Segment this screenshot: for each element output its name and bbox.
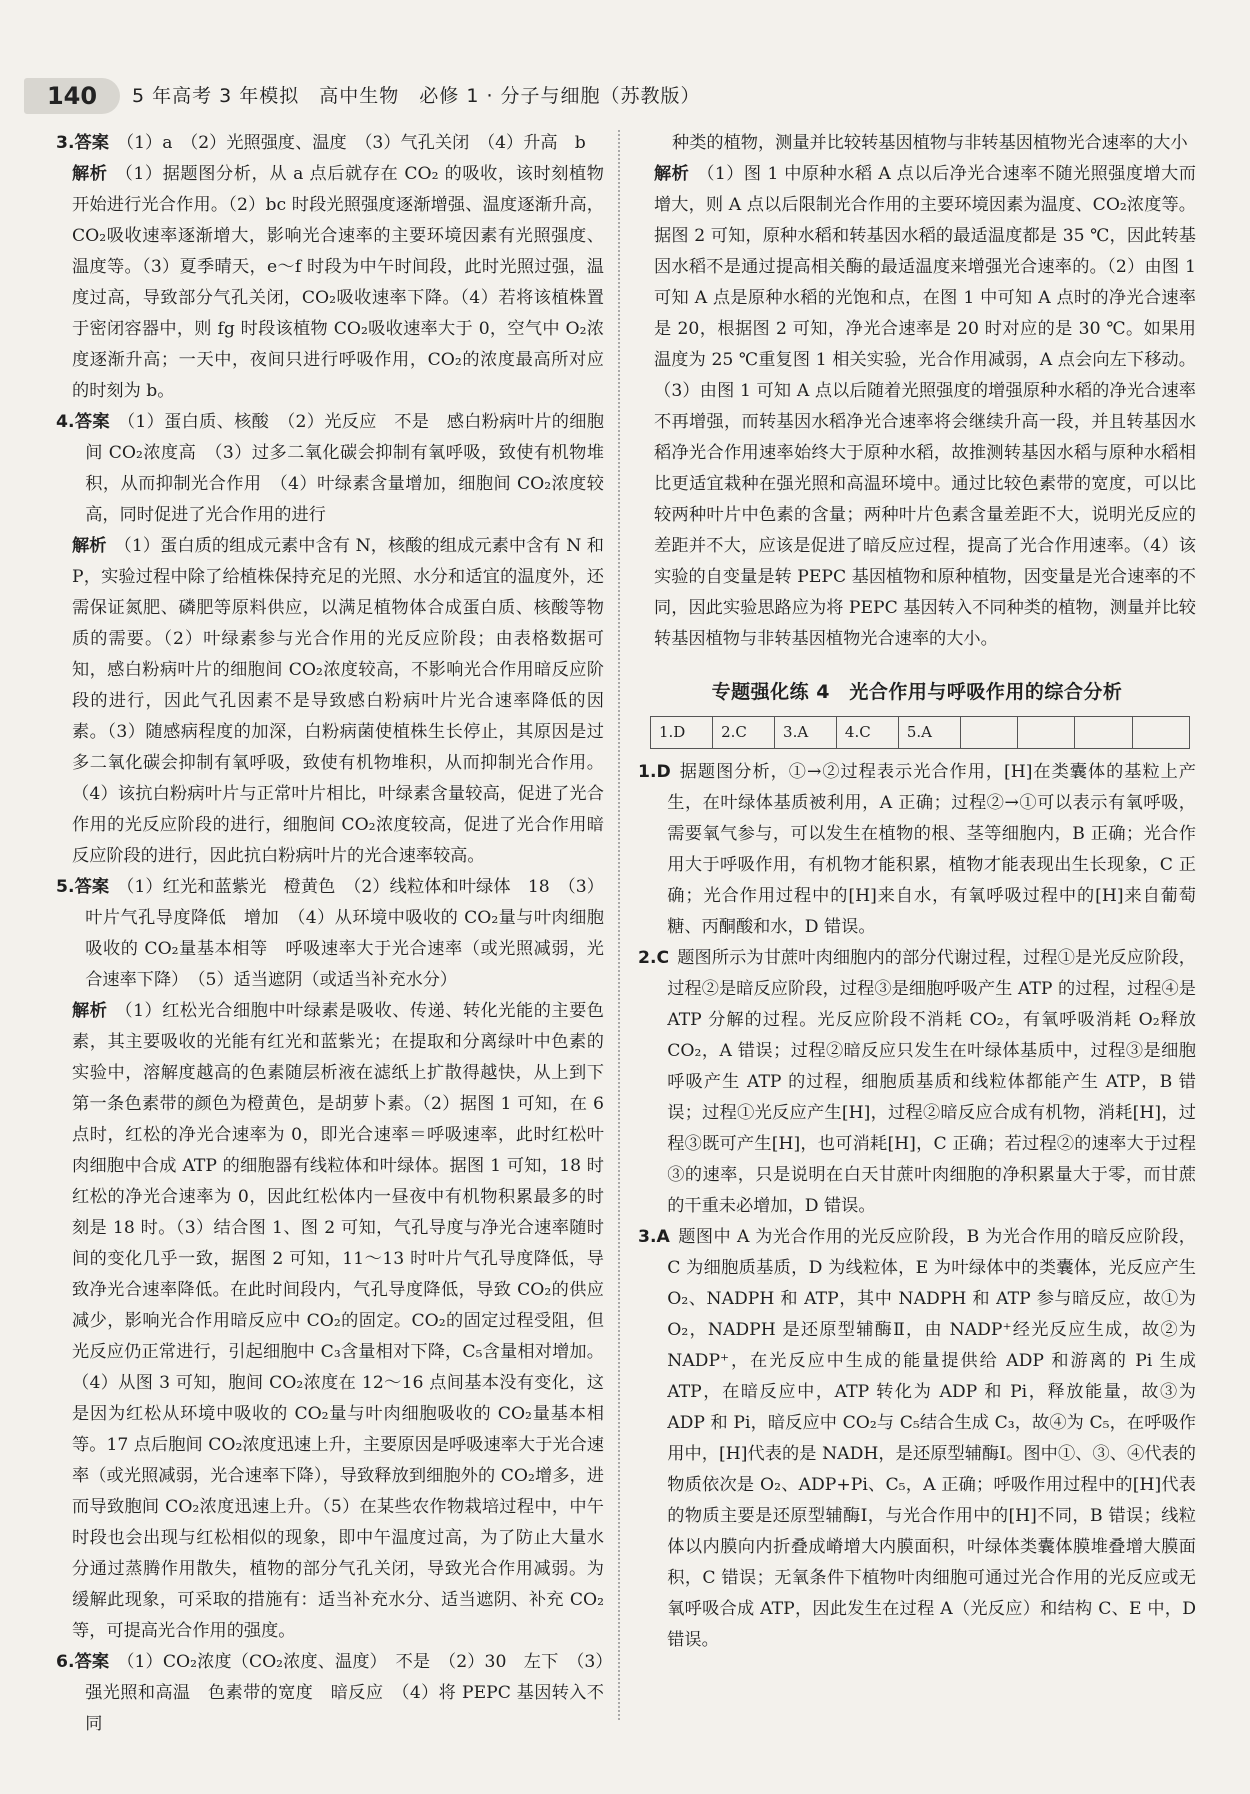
grid-cell: 2.C [713,717,775,749]
grid-cell [960,717,1017,749]
right-column [638,128,1196,1656]
page-header [12,78,1238,118]
question-number: 3. [56,133,75,153]
answer-text: （1）a （2）光照强度、温度 （3）气孔关闭 （4）升高 b [116,133,586,153]
choice-label: A [656,1227,670,1247]
answer-grid [650,716,1190,749]
explanation-text: （1）据题图分析，从 a 点后就存在 CO₂ 的吸收，该时刻植物开始进行光合作用。（2）bc 时段光照强度逐渐增强、温度逐渐升高，CO₂吸收速率逐渐增大，影响光合速率的主要环境因素有光照强度、温度等。（3）夏季晴天，e～f 时段为中午时间段，此时光照过强，温度过高，导致部分气孔关闭，CO₂吸收速率下降。（4）若将该植株置于密闭容器中，则 fg 时段该植物 CO₂吸收速率大于 0，空气中 O₂浓度逐渐升高；一天中，夜间只进行呼吸作用，CO₂的浓度最高所对应的时刻为 b。 [72,164,604,401]
explanation-text: （1）红松光合细胞中叶绿素是吸收、传递、转化光能的主要色素，其主要吸收的光能有红光和蓝紫光；在提取和分离绿叶中色素的实验中，溶解度越高的色素随层析液在滤纸上扩散得越快，从上到下第一条色素带的颜色为橙黄色，是胡萝卜素。（2）据图 1 可知，在 6 点时，红松的净光合速率为 0，即光合速率＝呼吸速率，此时红松叶肉细胞中合成 ATP 的细胞器有线粒体和叶绿体。据图 1 可知，18 时红松的净光合速率为 0，因此红松体内一昼夜中有机物积累最多的时刻是 18 时。（3）结合图 1、图 2 可知，气孔导度与净光合速率随时间的变化几乎一致，据图 2 可知，11～13 时叶片气孔导度降低，导致净光合速率降低。在此时间段内，气孔导度降低，导致 CO₂的供应减少，影响光合作用暗反应中 CO₂的固定。CO₂的固定过程受阻，但光反应仍正常进行，引起细胞中 C₃含量相对下降，C₅含量相对增加。（4）从图 3 可知，胞间 CO₂浓度在 12～16 点间基本没有变化，这是因为红松从环境中吸收的 CO₂量与叶肉细胞吸收的 CO₂量基本相等。17 点后胞间 CO₂浓度迅速上升，主要原因是呼吸速率大于光合速率（或光照减弱，光合速率下降），导致释放到细胞外的 CO₂增多，进而导致胞间 CO₂浓度迅速上升。（5）在某些农作物栽培过程中，中午时段也会出现与红松相似的现象，即中午温度过高，为了防止大量水分通过蒸腾作用散失，植物的部分气孔关闭，导致光合作用减弱。为缓解此现象，可采取的措施有：适当补充水分、适当遮阴、补充 CO₂等，可提高光合作用的强度。 [72,1001,604,1641]
answer-label: 答案 [74,1652,110,1672]
explanation-5 [56,996,604,1647]
grid-cell [1018,717,1075,749]
explanation-4 [56,531,604,872]
explanation-label: 解析 [654,164,690,184]
explanation-label: 解析 [72,1001,108,1021]
column-divider [618,130,620,1720]
answer-label: 答案 [74,133,109,153]
question-number: 1. [638,762,657,782]
answer-text: （1）红光和蓝紫光 橙黄色 （2）线粒体和叶绿体 18 （3）叶片气孔导度降低 增加 （4）从环境中吸收的 CO₂量与叶肉细胞吸收的 CO₂量基本相等 呼吸速率大于光合速率（或光照减弱，光合速率下降） （5）适当遮阴（或适当补充水分） [85,877,604,990]
answer-text: （1）CO₂浓度（CO₂浓度、温度） 不是 （2）30 左下 （3）强光照和高温 色素带的宽度 暗反应 （4）将 PEPC 基因转入不同 [85,1652,604,1734]
grid-cell: 3.A [775,717,837,749]
answer-5 [56,872,604,996]
grid-cell: 4.C [836,717,898,749]
answer-text: （1）蛋白质、核酸 （2）光反应 不是 感白粉病叶片的细胞间 CO₂浓度高 （3）过多二氧化碳会抑制有氧呼吸，致使有机物堆积，从而抑制光合作用 （4）叶绿素含量增加，细胞间 CO₂浓度较高，同时促进了光合作用的进行 [85,412,604,525]
question-number: 3. [638,1227,657,1247]
solution-text: 题图所示为甘蔗叶肉细胞内的部分代谢过程，过程①是光反应阶段，过程②是暗反应阶段，过程③是细胞呼吸产生 ATP 的过程，过程④是 ATP 分解的过程。光反应阶段不消耗 CO₂，有氧呼吸消耗 O₂释放 CO₂，A 错误；过程②暗反应只发生在叶绿体基质中，过程③是细胞呼吸产生 ATP 的过程，细胞质基质和线粒体都能产生 ATP，B 错误；过程①光反应产生[H]，过程②暗反应合成有机物，消耗[H]，过程③既可产生[H]，也可消耗[H]，C 正确；若过程②的速率大于过程③的速率，只是说明在白天甘蔗叶肉细胞的净积累量大于零，而甘蔗的干重未必增加，D 错误。 [667,948,1196,1216]
grid-cell [1132,717,1189,749]
explanation-text: （1）蛋白质的组成元素中含有 N，核酸的组成元素中含有 N 和 P，实验过程中除了给植株保持充足的光照、水分和适宜的温度外，还需保证氮肥、磷肥等原料供应，以满足植物体合成蛋白质、核酸等物质的需要。（2）叶绿素参与光合作用的光反应阶段；由表格数据可知，感白粉病叶片的细胞间 CO₂浓度较高，不影响光合作用暗反应阶段的进行，因此气孔因素不是导致感白粉病叶片光合速率降低的因素。（3）随感病程度的加深，白粉病菌使植株生长停止，其原因是过多二氧化碳会抑制有氧呼吸，致使有机物堆积，从而抑制光合作用。（4）该抗白粉病叶片与正常叶片相比，叶绿素含量较高，促进了光合作用的光反应阶段的进行，细胞间 CO₂浓度较高，促进了光合作用暗反应阶段的进行，因此抗白粉病叶片的光合速率较高。 [72,536,604,866]
grid-cell [1075,717,1132,749]
explanation-label: 解析 [72,536,107,556]
solution-text: 题图中 A 为光合作用的光反应阶段，B 为光合作用的暗反应阶段，C 为细胞质基质，D 为线粒体，E 为叶绿体中的类囊体，光反应产生 O₂、NADPH 和 ATP，其中 NADPH 和 ATP 参与暗反应，故①为 O₂，NADPH 是还原型辅酶Ⅱ，由 NADP⁺经光反应生成，故②为 NADP⁺，在光反应中生成的能量提供给 ADP 和游离的 Pi 生成 ATP，在暗反应中，ATP 转化为 ADP 和 Pi，释放能量，故③为 ADP 和 Pi，暗反应中 CO₂与 C₅结合生成 C₃，故④为 C₅，在呼吸作用中，[H]代表的是 NADH，是还原型辅酶Ⅰ。图中①、③、④代表的物质依次是 O₂、ADP+Pi、C₅，A 正确；呼吸作用过程中的[H]代表的物质主要是还原型辅酶Ⅰ，与光合作用中的[H]不同，B 错误；线粒体以内膜向内折叠成嵴增大内膜面积，叶绿体类囊体膜堆叠增大膜面积，C 错误；无氧条件下植物叶肉细胞可通过光合作用的光反应或无氧呼吸合成 ATP，因此发生在过程 A（光反应）和结构 C、E 中，D 错误。 [667,1227,1196,1650]
question-number: 5. [56,877,75,897]
question-2-solution [638,943,1196,1222]
explanation-3 [56,159,604,407]
book-title: 5 年高考 3 年模拟 高中生物 必修 1 · 分子与细胞（苏教版） [132,85,701,107]
answer-4 [56,407,604,531]
grid-cell: 1.D [651,717,713,749]
choice-label: C [656,948,670,968]
solution-text: 据题图分析，①→②过程表示光合作用，[H]在类囊体的基粒上产生，在叶绿体基质被利用，A 正确；过程②→①可以表示有氧呼吸，需要氧气参与，可以发生在植物的根、茎等细胞内，B 正确；光合作用大于呼吸作用，有机物才能积累，植物才能表现出生长现象，C 正确；光合作用过程中的[H]来自水，有氧呼吸过程中的[H]来自葡萄糖、丙酮酸和水，D 错误。 [667,762,1196,937]
question-3-solution [638,1222,1196,1656]
answer-label: 答案 [74,412,110,432]
explanation-6 [638,159,1196,655]
choice-label: D [656,762,671,782]
left-column [56,128,604,1740]
explanation-label: 解析 [72,164,108,184]
answer-6 [56,1647,604,1740]
question-number: 4. [56,412,75,432]
section-title: 专题强化练 4 光合作用与呼吸作用的综合分析 [711,681,1123,703]
question-1-solution [638,757,1196,943]
question-number: 2. [638,948,657,968]
answer-3 [56,128,604,159]
grid-cell: 5.A [898,717,960,749]
answer-label: 答案 [74,877,110,897]
page-number: 140 [24,78,120,114]
question-number: 6. [56,1652,75,1672]
answer-6-continued: 种类的植物，测量并比较转基因植物与非转基因植物光合速率的大小 [672,133,1188,153]
explanation-text: （1）图 1 中原种水稻 A 点以后净光合速率不随光照强度增大而增大，则 A 点以后限制光合作用的主要环境因素为温度、CO₂浓度等。据图 2 可知，原种水稻和转基因水稻的最适温度都是 35 ℃，因此转基因水稻不是通过提高相关酶的最适温度来增强光合速率的。（2）由图 1 可知 A 点是原种水稻的光饱和点，在图 1 中可知 A 点时的净光合速率是 20，根据图 2 可知，净光合速率是 20 时对应的是 30 ℃。如果用温度为 25 ℃重复图 1 相关实验，光合作用减弱，A 点会向左下移动。（3）由图 1 可知 A 点以后随着光照强度的增强原种水稻的净光合速率不再增强，而转基因水稻净光合速率将会继续升高一段，并且转基因水稻净光合作用速率始终大于原种水稻，故推测转基因水稻与原种水稻相比更适宜栽种在强光照和高温环境中。通过比较色素带的宽度，可以比较两种叶片中色素的含量；两种叶片色素含量差距不大，说明光反应的差距并不大，应该是促进了暗反应过程，提高了光合作用速率。（4）该实验的自变量是转 PEPC 基因植物和原种植物，因变量是光合速率的不同，因此实验思路应为将 PEPC 基因转入不同种类的植物，测量并比较转基因植物与非转基因植物光合速率的大小。 [654,164,1196,649]
